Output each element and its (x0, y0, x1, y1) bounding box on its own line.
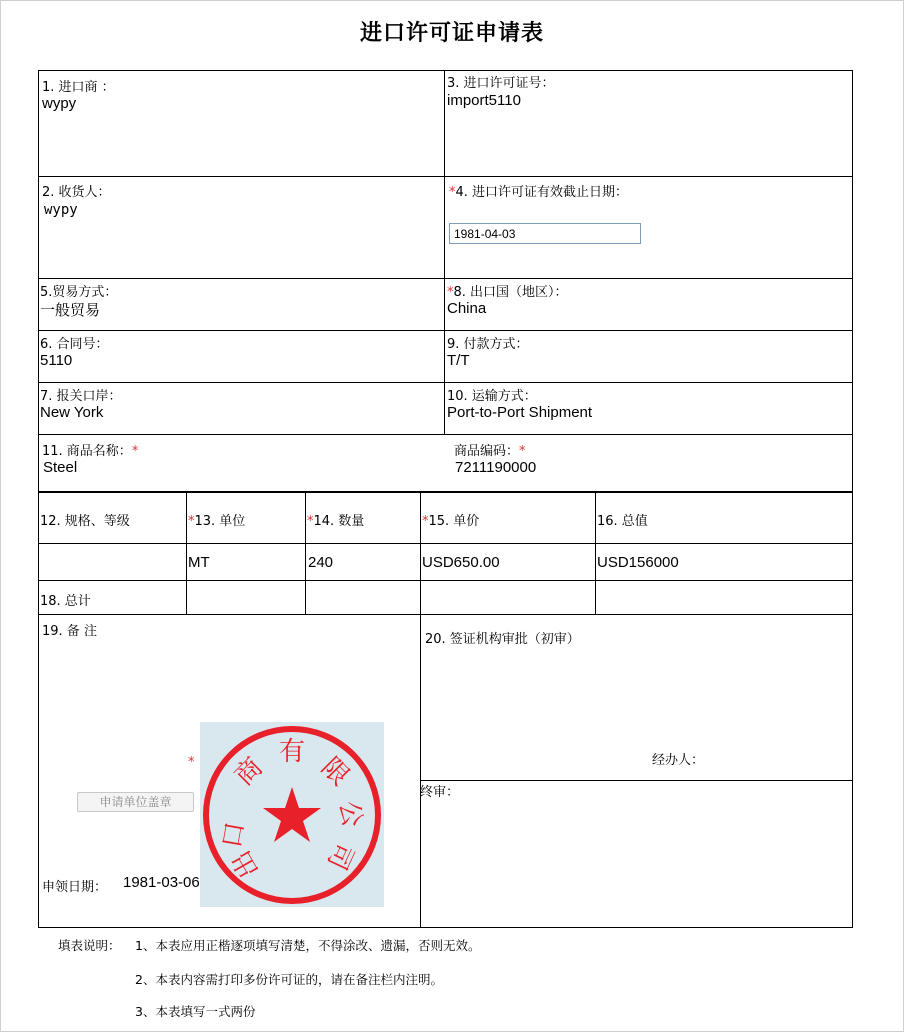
final-review-label: 终审： (420, 785, 460, 800)
seal-char: 限 (315, 752, 355, 792)
payment-value: T/T (447, 352, 470, 369)
unit-cell: MT (188, 554, 210, 571)
goods-code-label: 商品编码：* (454, 444, 526, 459)
handler-label: 经办人： (652, 753, 705, 768)
required-mark: * (188, 514, 195, 529)
notes-heading: 填表说明： (58, 938, 121, 953)
apply-seal-button[interactable]: 申请单位盖章 (77, 792, 194, 812)
quantity-header: *14. 数量 (307, 514, 365, 529)
seal-char: 有 (278, 737, 306, 767)
required-mark: * (422, 514, 429, 529)
total-value-header: 16. 总值 (597, 514, 648, 529)
required-mark: * (188, 755, 195, 770)
transport-label: 10. 运输方式： (447, 389, 537, 404)
unit-price-header: *15. 单价 (422, 514, 480, 529)
required-mark: * (447, 285, 454, 300)
spec-header: 12. 规格、等级 (40, 514, 130, 529)
license-no-label: 3. 进口许可证号： (447, 76, 555, 91)
trade-mode-value: 一般贸易 (40, 302, 101, 319)
apply-date-label: 申领日期： (42, 880, 108, 895)
license-no-value: import5110 (447, 92, 521, 109)
quantity-cell: 240 (308, 554, 334, 571)
port-label: 7. 报关口岸： (40, 389, 122, 404)
note-item: 3、本表填写一式两份 (135, 1004, 256, 1019)
required-mark: * (449, 185, 456, 200)
port-value: New York (40, 404, 104, 421)
importer-label: 1. 进口商 ： (42, 80, 115, 95)
note-item: 2、本表内容需打印多份许可证的，请在备注栏内注明。 (135, 972, 443, 987)
goods-code-value: 7211190000 (455, 459, 537, 476)
approval-label: 20. 签证机构审批（初审） (425, 632, 580, 647)
transport-value: Port-to-Port Shipment (447, 404, 593, 421)
export-country-label: *8. 出口国（地区）： (447, 285, 568, 300)
expiry-label: *4. 进口许可证有效截止日期： (449, 185, 629, 200)
seal-char: 口 (216, 819, 252, 851)
company-seal (200, 722, 384, 907)
contract-no-value: 5110 (40, 352, 73, 369)
goods-name-value: Steel (43, 459, 78, 476)
consignee-label: 2. 收货人： (42, 185, 111, 200)
payment-label: 9. 付款方式： (447, 337, 529, 352)
unit-header: *13. 单位 (188, 514, 246, 529)
seal-char: 商 (229, 752, 269, 792)
total-value-cell: USD156000 (597, 554, 679, 571)
trade-mode-label: 5.贸易方式： (40, 285, 118, 300)
page-title: 进口许可证申请表 (359, 21, 544, 46)
required-mark: * (307, 514, 314, 529)
required-mark: * (131, 444, 139, 459)
seal-char: 公 (332, 798, 368, 830)
export-country-value: China (447, 300, 487, 317)
contract-no-label: 6. 合同号： (40, 337, 109, 352)
unit-price-cell: USD650.00 (422, 554, 500, 571)
total-label: 18. 总计 (40, 594, 91, 609)
required-mark: * (519, 444, 526, 459)
consignee-value: wypy (44, 202, 78, 218)
seal-icon (200, 722, 384, 907)
apply-date-value: 1981-03-06 (123, 874, 200, 891)
remarks-label: 19. 备 注 (42, 624, 97, 639)
expiry-date-input[interactable] (449, 223, 641, 244)
goods-name-label: 11. 商品名称：* (42, 444, 139, 459)
seal-char: 出 (226, 845, 266, 883)
note-item: 1、本表应用正楷逐项填写清楚，不得涂改、遗漏，否则无效。 (135, 938, 481, 953)
importer-value: wypy (42, 95, 77, 112)
seal-char: 司 (320, 837, 360, 875)
